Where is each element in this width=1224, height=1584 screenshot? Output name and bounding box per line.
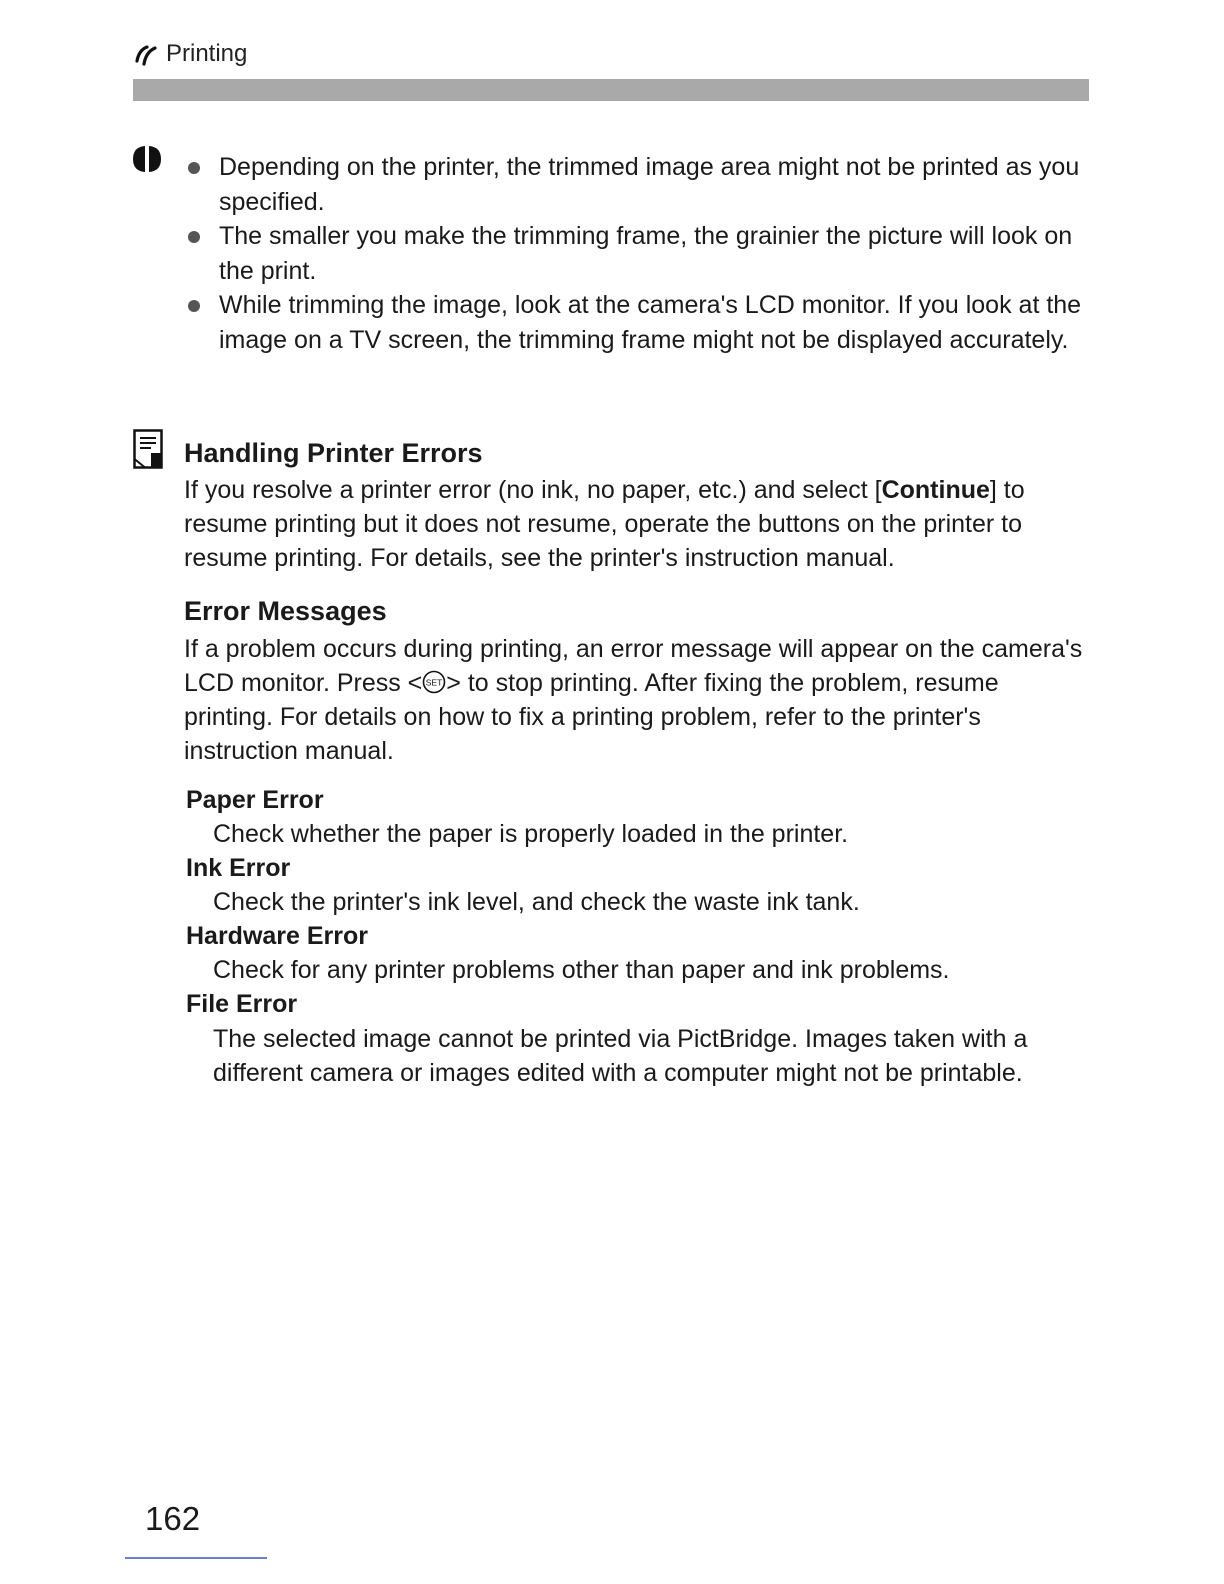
caution-list xyxy=(186,150,1086,357)
caution-icon xyxy=(130,142,164,176)
footer-line xyxy=(125,1557,267,1559)
error-desc-hardware: Check for any printer problems other than paper and ink problems. xyxy=(213,956,950,984)
page-header xyxy=(134,40,247,68)
error-messages-text-after: > to stop printing. After fixing the problem, resume printing. For details on how to fix a printing problem, refer to the printer's instruction manual. xyxy=(184,669,999,765)
page-number: 162 xyxy=(145,1500,201,1537)
caution-item xyxy=(186,288,1086,357)
caution-text: The smaller you make the trimming frame, the grainier the picture will look on the print. xyxy=(219,222,1073,285)
handling-paragraph xyxy=(184,473,1084,575)
error-messages-paragraph xyxy=(184,632,1084,768)
note-icon xyxy=(133,429,163,469)
header-bar xyxy=(133,79,1089,101)
header-title: Printing xyxy=(166,40,248,67)
error-desc-ink: Check the printer's ink level, and check the waste ink tank. xyxy=(213,888,860,916)
handling-text-after: ] to resume printing but it does not resume, operate the buttons on the printer to resume printing. For details, see the printer's instruction manual. xyxy=(184,476,1025,572)
handling-text-before: If you resolve a printer error (no ink, no paper, etc.) and select [ xyxy=(184,476,882,504)
set-button-label: SET xyxy=(426,677,443,688)
caution-item xyxy=(186,150,1086,219)
bullet-icon xyxy=(188,300,200,312)
caution-text: While trimming the image, look at the camera's LCD monitor. If you look at the image on a TV screen, the trimming frame might not be displayed accurately. xyxy=(219,291,1082,354)
error-messages-text-before: If a problem occurs during printing, an error message will appear on the camera's LCD monitor. Press < xyxy=(184,635,1083,697)
error-label-file: File Error xyxy=(186,990,298,1018)
bullet-icon xyxy=(188,231,200,243)
set-button-icon xyxy=(422,670,446,694)
error-desc-file: The selected image cannot be printed via PictBridge. Images taken with a different camera or images edited with a computer might not be printable. xyxy=(213,1025,1028,1087)
caution-text: Depending on the printer, the trimmed image area might not be printed as you specified. xyxy=(219,153,1080,216)
caution-item xyxy=(186,219,1086,288)
error-desc-paper: Check whether the paper is properly loaded in the printer. xyxy=(213,820,849,848)
bullet-icon xyxy=(188,162,200,174)
error-label-hardware: Hardware Error xyxy=(186,922,369,950)
continue-label: Continue xyxy=(881,476,990,504)
error-label-paper: Paper Error xyxy=(186,786,324,814)
error-label-ink: Ink Error xyxy=(186,854,291,882)
section-title-error-messages: Error Messages xyxy=(184,596,387,626)
section-title-handling: Handling Printer Errors xyxy=(184,438,483,468)
printer-direct-icon xyxy=(134,41,160,67)
